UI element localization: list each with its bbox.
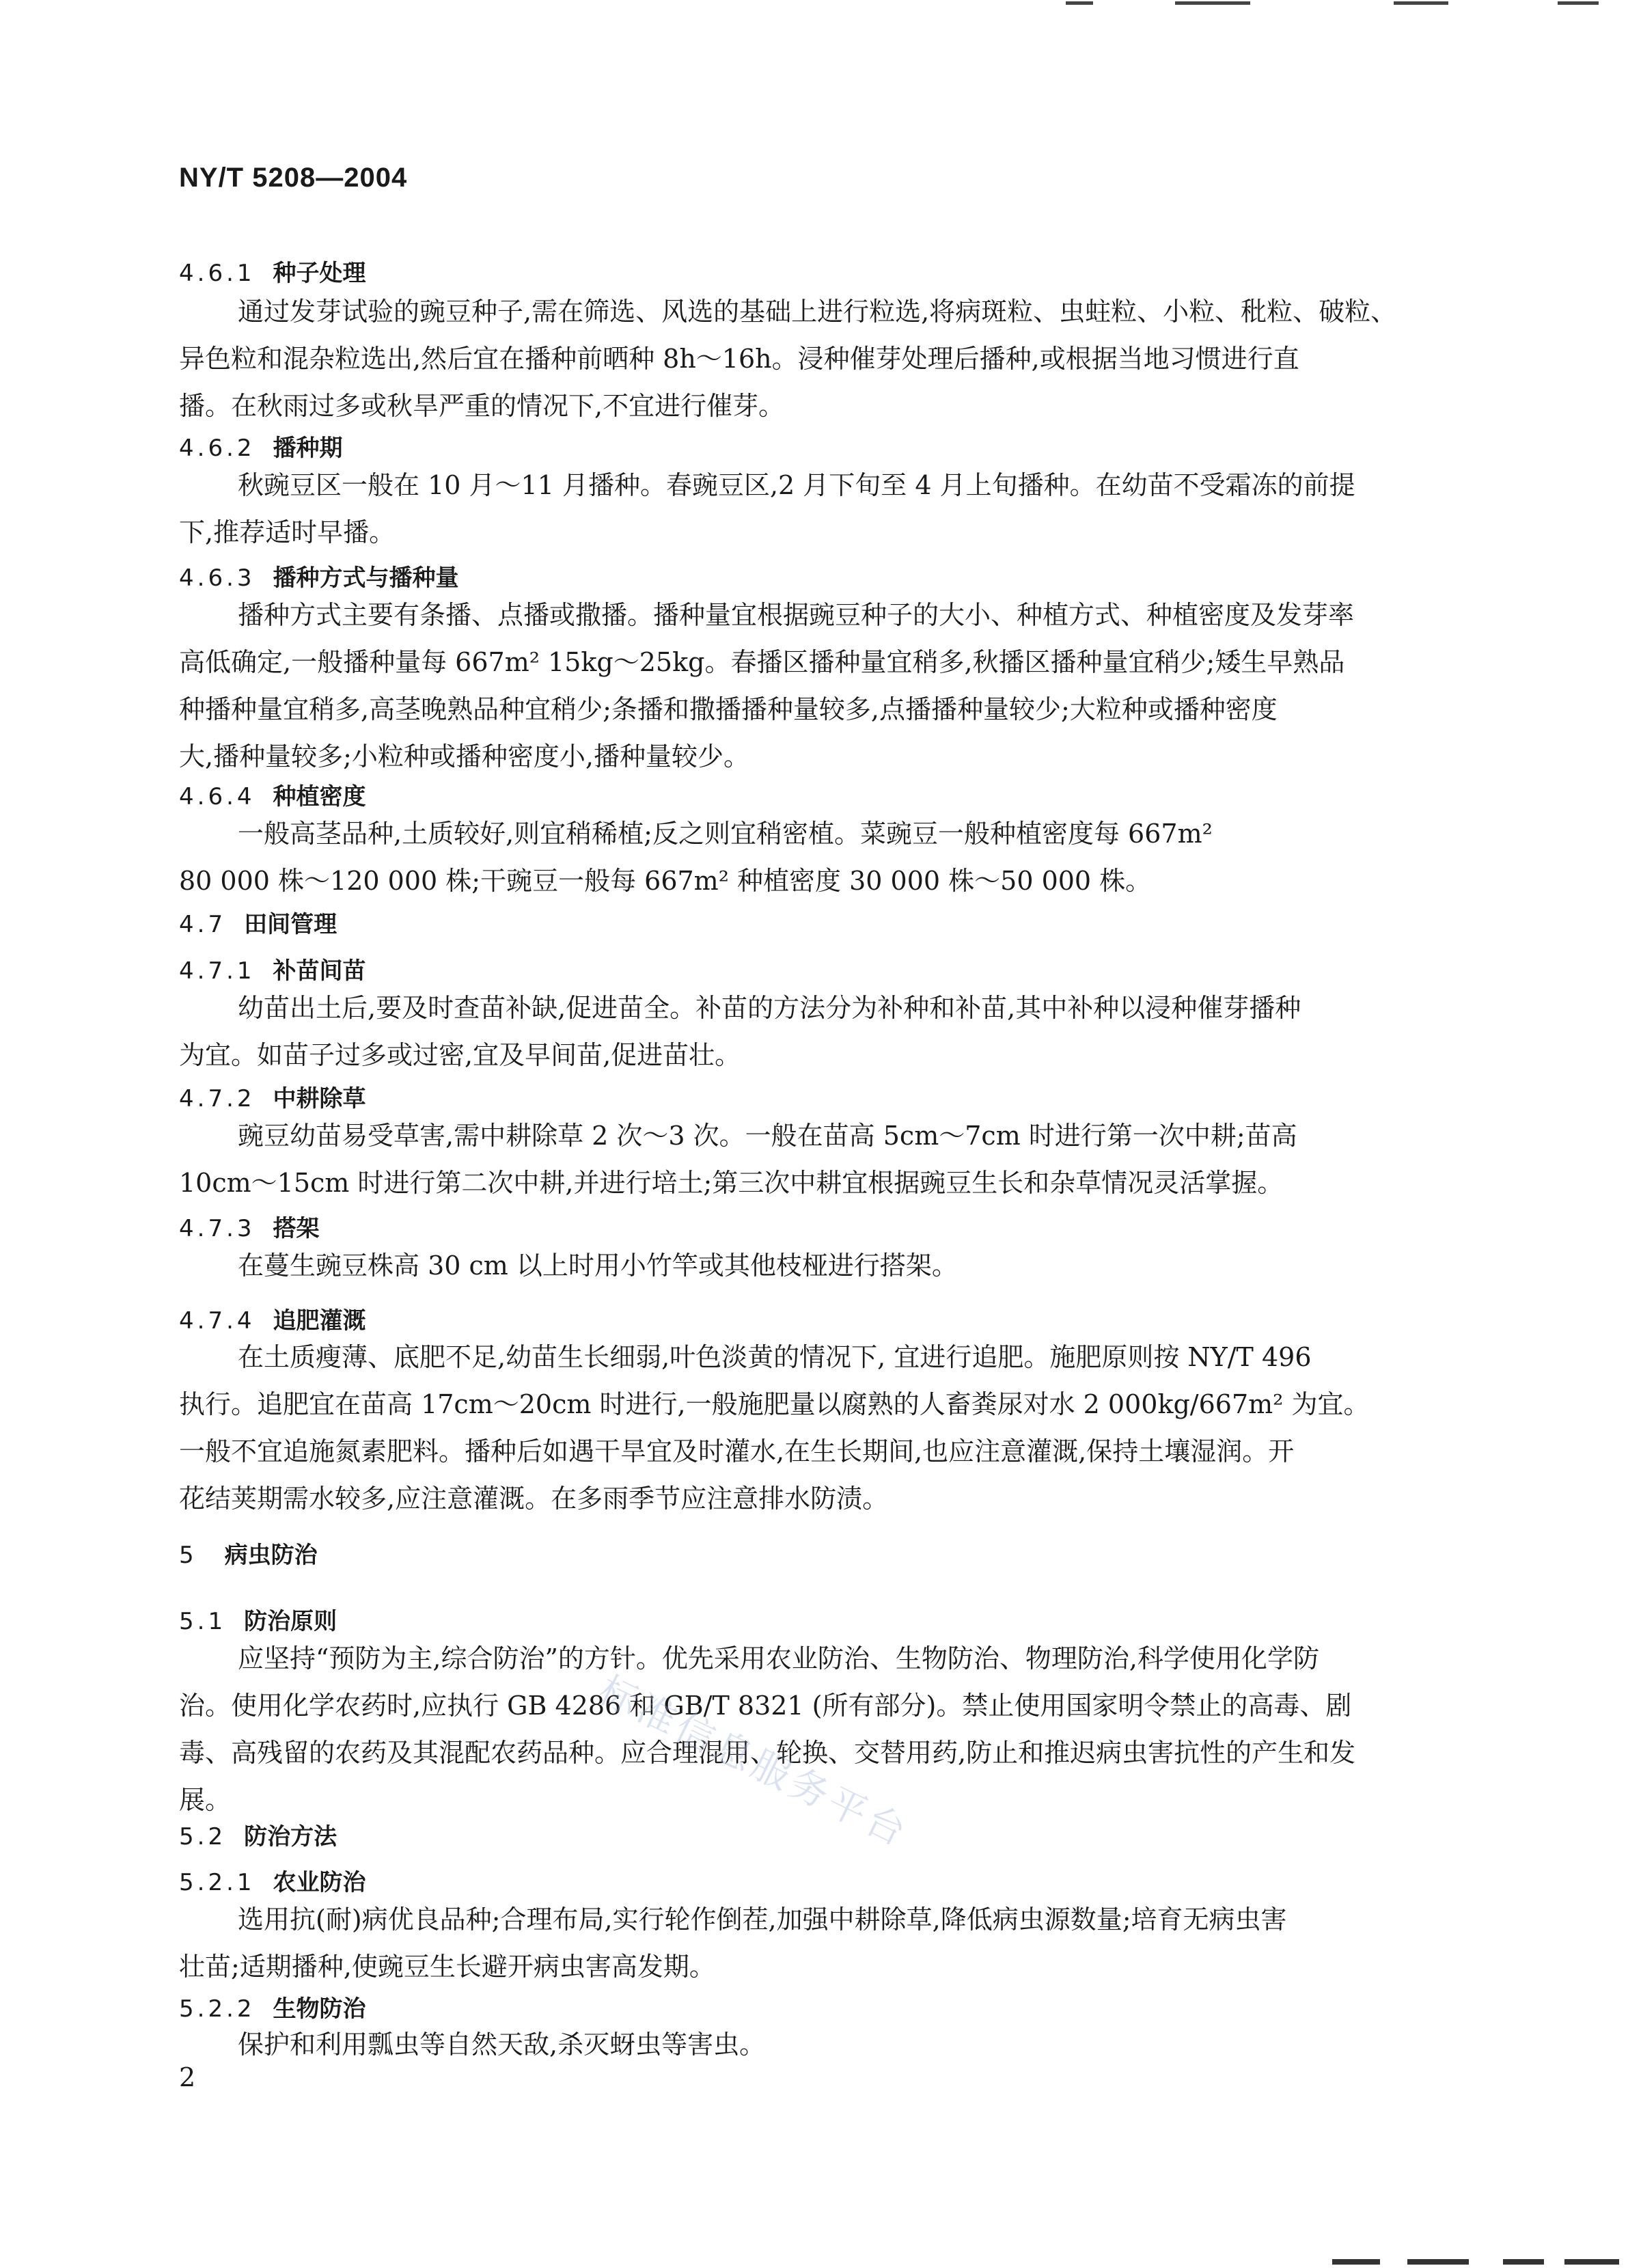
- heading-5-1: [179, 1602, 337, 1636]
- paragraph-4-7-1: [179, 985, 1450, 1079]
- text-line: 为宜。如苗子过多或过密,宜及早间苗,促进苗壮。: [179, 1040, 741, 1070]
- heading-5-2-2: [179, 1990, 366, 2023]
- text-line: 下,推荐适时早播。: [179, 517, 396, 547]
- heading-number: 5.2.1: [179, 1869, 256, 1896]
- heading-title: 防治原则: [244, 1608, 337, 1635]
- heading-title: 补苗间苗: [273, 957, 366, 985]
- heading-4-6-2: [179, 429, 343, 463]
- scan-edge-marks: [1066, 0, 1626, 10]
- heading-number: 4.7.1: [179, 957, 256, 985]
- heading-4-7-2: [179, 1080, 366, 1113]
- heading-title: 生物防治: [273, 1995, 366, 2023]
- watermark: 标准信息服务平台: [592, 1667, 916, 1857]
- heading-number: 5.2: [179, 1823, 227, 1850]
- heading-number: 4.7.4: [179, 1307, 256, 1335]
- heading-number: 4.7: [179, 911, 227, 938]
- paragraph-4-6-4: [179, 810, 1450, 905]
- text-line: 治。使用化学农药时,应执行 GB 4286 和 GB/T 8321 (所有部分)。禁止使用国家明令禁止的高毒、剧: [179, 1691, 1352, 1721]
- text-line: 豌豆幼苗易受草害,需中耕除草 2 次～3 次。一般在苗高 5cm～7cm 时进行第一次中耕;苗高: [238, 1121, 1297, 1151]
- text-line: 保护和利用瓢虫等自然天敌,杀灭蚜虫等害虫。: [238, 2030, 766, 2060]
- text-line: 大,播种量较多;小粒种或播种密度小,播种量较少。: [179, 741, 749, 771]
- text-line: 执行。追肥宜在苗高 17cm～20cm 时进行,一般施肥量以腐熟的人畜粪尿对水 2 000kg/667m² 为宜。: [179, 1389, 1370, 1419]
- text-line: 高低确定,一般播种量每 667m² 15kg～25kg。春播区播种量宜稍多,秋播区播种量宜稍少;矮生早熟品: [179, 647, 1345, 677]
- text-line: 一般不宜追施氮素肥料。播种后如遇干旱宜及时灌水,在生长期间,也应注意灌溉,保持土壤湿润。开: [179, 1436, 1295, 1466]
- heading-number: 4.7.3: [179, 1215, 256, 1242]
- heading-number: 4.6.4: [179, 783, 256, 810]
- heading-5-2: [179, 1818, 337, 1851]
- heading-5: [179, 1536, 318, 1570]
- text-line: 播种方式主要有条播、点播或撒播。播种量宜根据豌豆种子的大小、种植方式、种植密度及发芽率: [238, 600, 1355, 630]
- heading-4-7: [179, 905, 337, 939]
- paragraph-5-2-1: [179, 1896, 1450, 1991]
- heading-title: 防治方法: [244, 1823, 337, 1850]
- heading-5-2-1: [179, 1863, 366, 1897]
- heading-4-6-1: [179, 254, 366, 288]
- heading-title: 中耕除草: [273, 1085, 366, 1112]
- text-line: 通过发芽试验的豌豆种子,需在筛选、风选的基础上进行粒选,将病斑粒、虫蛀粒、小粒、秕粒、破粒、: [238, 297, 1397, 327]
- text-line: 应坚持“预防为主,综合防治”的方针。优先采用农业防治、生物防治、物理防治,科学使用化学防: [238, 1643, 1320, 1673]
- paragraph-4-6-2: [179, 462, 1450, 556]
- text-line: 10cm～15cm 时进行第二次中耕,并进行培土;第三次中耕宜根据豌豆生长和杂草情况灵活掌握。: [179, 1168, 1284, 1198]
- heading-title: 追肥灌溉: [273, 1307, 366, 1335]
- text-line: 秋豌豆区一般在 10 月～11 月播种。春豌豆区,2 月下旬至 4 月上旬播种。在幼苗不受霜冻的前提: [238, 470, 1355, 500]
- heading-number: 4.6.3: [179, 564, 256, 592]
- heading-title: 种植密度: [273, 783, 366, 810]
- heading-4-6-4: [179, 778, 366, 811]
- page-number: 2: [179, 2062, 196, 2092]
- scan-edge-marks-bottom: [1332, 2255, 1626, 2268]
- text-line: 80 000 株～120 000 株;干豌豆一般每 667m² 种植密度 30 000 株～50 000 株。: [179, 866, 1152, 896]
- heading-4-7-1: [179, 952, 366, 985]
- heading-number: 5: [179, 1542, 197, 1569]
- heading-title: 播种期: [273, 435, 343, 462]
- paragraph-4-7-3: [179, 1242, 1450, 1289]
- heading-title: 农业防治: [273, 1869, 366, 1896]
- document-header: NY/T 5208—2004: [179, 163, 408, 193]
- heading-title: 种子处理: [273, 260, 366, 287]
- text-line: 展。: [179, 1785, 232, 1815]
- heading-title: 病虫防治: [224, 1542, 318, 1569]
- heading-title: 播种方式与播种量: [273, 564, 459, 592]
- heading-title: 搭架: [273, 1215, 320, 1242]
- paragraph-4-7-4: [179, 1334, 1450, 1522]
- heading-number: 4.7.2: [179, 1085, 256, 1112]
- heading-number: 5.1: [179, 1608, 227, 1635]
- paragraph-4-7-2: [179, 1112, 1450, 1207]
- paragraph-5-2-2: [179, 2021, 1450, 2068]
- paragraph-4-6-1: [179, 288, 1450, 430]
- text-line: 播。在秋雨过多或秋旱严重的情况下,不宜进行催芽。: [179, 391, 785, 421]
- heading-4-7-3: [179, 1210, 320, 1243]
- text-line: 在土质瘦薄、底肥不足,幼苗生长细弱,叶色淡黄的情况下, 宜进行追肥。施肥原则按 NY/T 496: [238, 1342, 1312, 1372]
- heading-4-6-3: [179, 559, 459, 592]
- heading-title: 田间管理: [244, 911, 337, 938]
- text-line: 壮苗;适期播种,使豌豆生长避开病虫害高发期。: [179, 1952, 715, 1982]
- text-line: 毒、高残留的农药及其混配农药品种。应合理混用、轮换、交替用药,防止和推迟病虫害抗性的产生和发: [179, 1738, 1356, 1768]
- text-line: 种播种量宜稍多,高茎晚熟品种宜稍少;条播和撒播播种量较多,点播播种量较少;大粒种或播种密度: [179, 694, 1278, 724]
- heading-number: 4.6.1: [179, 260, 256, 287]
- text-line: 选用抗(耐)病优良品种;合理布局,实行轮作倒茬,加强中耕除草,降低病虫源数量;培育无病虫害: [238, 1904, 1287, 1935]
- text-line: 幼苗出土后,要及时查苗补缺,促进苗全。补苗的方法分为补种和补苗,其中补种以浸种催芽播种: [238, 993, 1301, 1023]
- paragraph-4-6-3: [179, 592, 1450, 780]
- text-line: 花结荚期需水较多,应注意灌溉。在多雨季节应注意排水防渍。: [179, 1484, 889, 1514]
- text-line: 一般高茎品种,土质较好,则宜稍稀植;反之则宜稍密植。菜豌豆一般种植密度每 667m²: [238, 819, 1213, 849]
- text-line: 异色粒和混杂粒选出,然后宜在播种前晒种 8h～16h。浸种催芽处理后播种,或根据当地习惯进行直: [179, 344, 1299, 374]
- heading-4-7-4: [179, 1302, 366, 1335]
- heading-number: 4.6.2: [179, 435, 256, 462]
- heading-number: 5.2.2: [179, 1995, 256, 2023]
- text-line: 在蔓生豌豆株高 30 cm 以上时用小竹竿或其他枝桠进行搭架。: [238, 1251, 958, 1281]
